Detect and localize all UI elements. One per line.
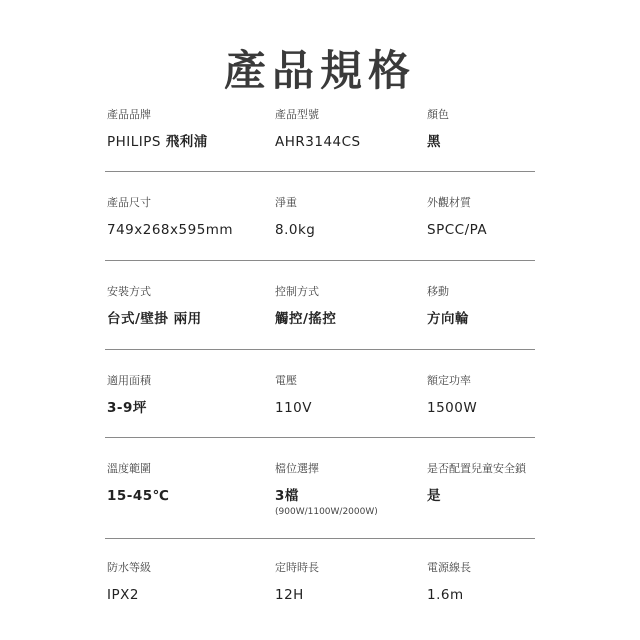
spec-cell-mobility <box>427 285 469 328</box>
spec-label: 是否配置兒童安全鎖 <box>427 462 526 475</box>
spec-row-brand <box>105 108 535 158</box>
spec-cell-install <box>107 285 202 328</box>
spec-value: 方向輪 <box>427 311 469 327</box>
spec-value: 觸控/搖控 <box>275 311 337 327</box>
spec-label: 防水等級 <box>107 561 151 574</box>
spec-cell-model <box>275 108 361 151</box>
spec-value: 749x268x595mm <box>107 222 234 238</box>
spec-cell-material <box>427 196 487 239</box>
spec-cell-area <box>107 374 151 417</box>
spec-label: 顏色 <box>427 108 449 121</box>
spec-label: 安裝方式 <box>107 285 151 298</box>
spec-value-cjk: 飛利浦 <box>165 134 208 150</box>
row-divider <box>105 538 535 539</box>
spec-cell-cord-length <box>427 561 471 604</box>
spec-cell-power <box>427 374 477 417</box>
spec-label: 定時時長 <box>275 561 319 574</box>
spec-label: 適用面積 <box>107 374 151 387</box>
spec-value <box>107 134 208 151</box>
spec-cell-weight <box>275 196 315 239</box>
spec-label: 檔位選擇 <box>275 462 319 475</box>
spec-label: 額定功率 <box>427 374 471 387</box>
spec-cell-levels <box>275 462 378 517</box>
spec-cell-timer <box>275 561 319 604</box>
spec-value: IPX2 <box>107 587 139 603</box>
spec-cell-temperature <box>107 462 170 505</box>
spec-label: 移動 <box>427 285 449 298</box>
spec-value: 3-9坪 <box>107 400 147 416</box>
spec-value: 12H <box>275 587 304 603</box>
spec-label: 電壓 <box>275 374 297 387</box>
spec-label: 產品型號 <box>275 108 319 121</box>
spec-label: 淨重 <box>275 196 297 209</box>
spec-value: 黑 <box>427 134 441 150</box>
row-divider <box>105 260 535 261</box>
spec-value: 8.0kg <box>275 222 316 238</box>
row-divider <box>105 171 535 172</box>
page-title: 產品規格 <box>223 46 416 95</box>
spec-value: 110V <box>275 400 313 416</box>
spec-cell-brand <box>107 108 208 151</box>
spec-value: 3檔 <box>275 488 299 504</box>
spec-value-latin: PHILIPS <box>107 134 166 150</box>
spec-value: 是 <box>427 488 441 504</box>
spec-value: 1500W <box>427 400 478 416</box>
spec-label: 溫度範圍 <box>107 462 151 475</box>
spec-value: SPCC/PA <box>427 222 488 238</box>
spec-value: 1.6m <box>427 587 464 603</box>
spec-value: 台式/壁掛 兩用 <box>107 311 202 327</box>
spec-cell-voltage <box>275 374 312 417</box>
spec-label: 控制方式 <box>275 285 319 298</box>
spec-value: AHR3144CS <box>275 134 361 150</box>
spec-label: 產品品牌 <box>107 108 151 121</box>
row-divider <box>105 349 535 350</box>
spec-label: 電源線長 <box>427 561 471 574</box>
spec-cell-color <box>427 108 449 151</box>
spec-label: 產品尺寸 <box>107 196 151 209</box>
spec-cell-control <box>275 285 336 328</box>
spec-value: 15-45℃ <box>107 488 170 504</box>
spec-cell-waterproof <box>107 561 151 604</box>
spec-cell-child-lock <box>427 462 526 505</box>
spec-cell-size <box>107 196 233 239</box>
spec-note: (900W/1100W/2000W) <box>275 507 378 517</box>
row-divider <box>105 437 535 438</box>
spec-label: 外觀材質 <box>427 196 471 209</box>
